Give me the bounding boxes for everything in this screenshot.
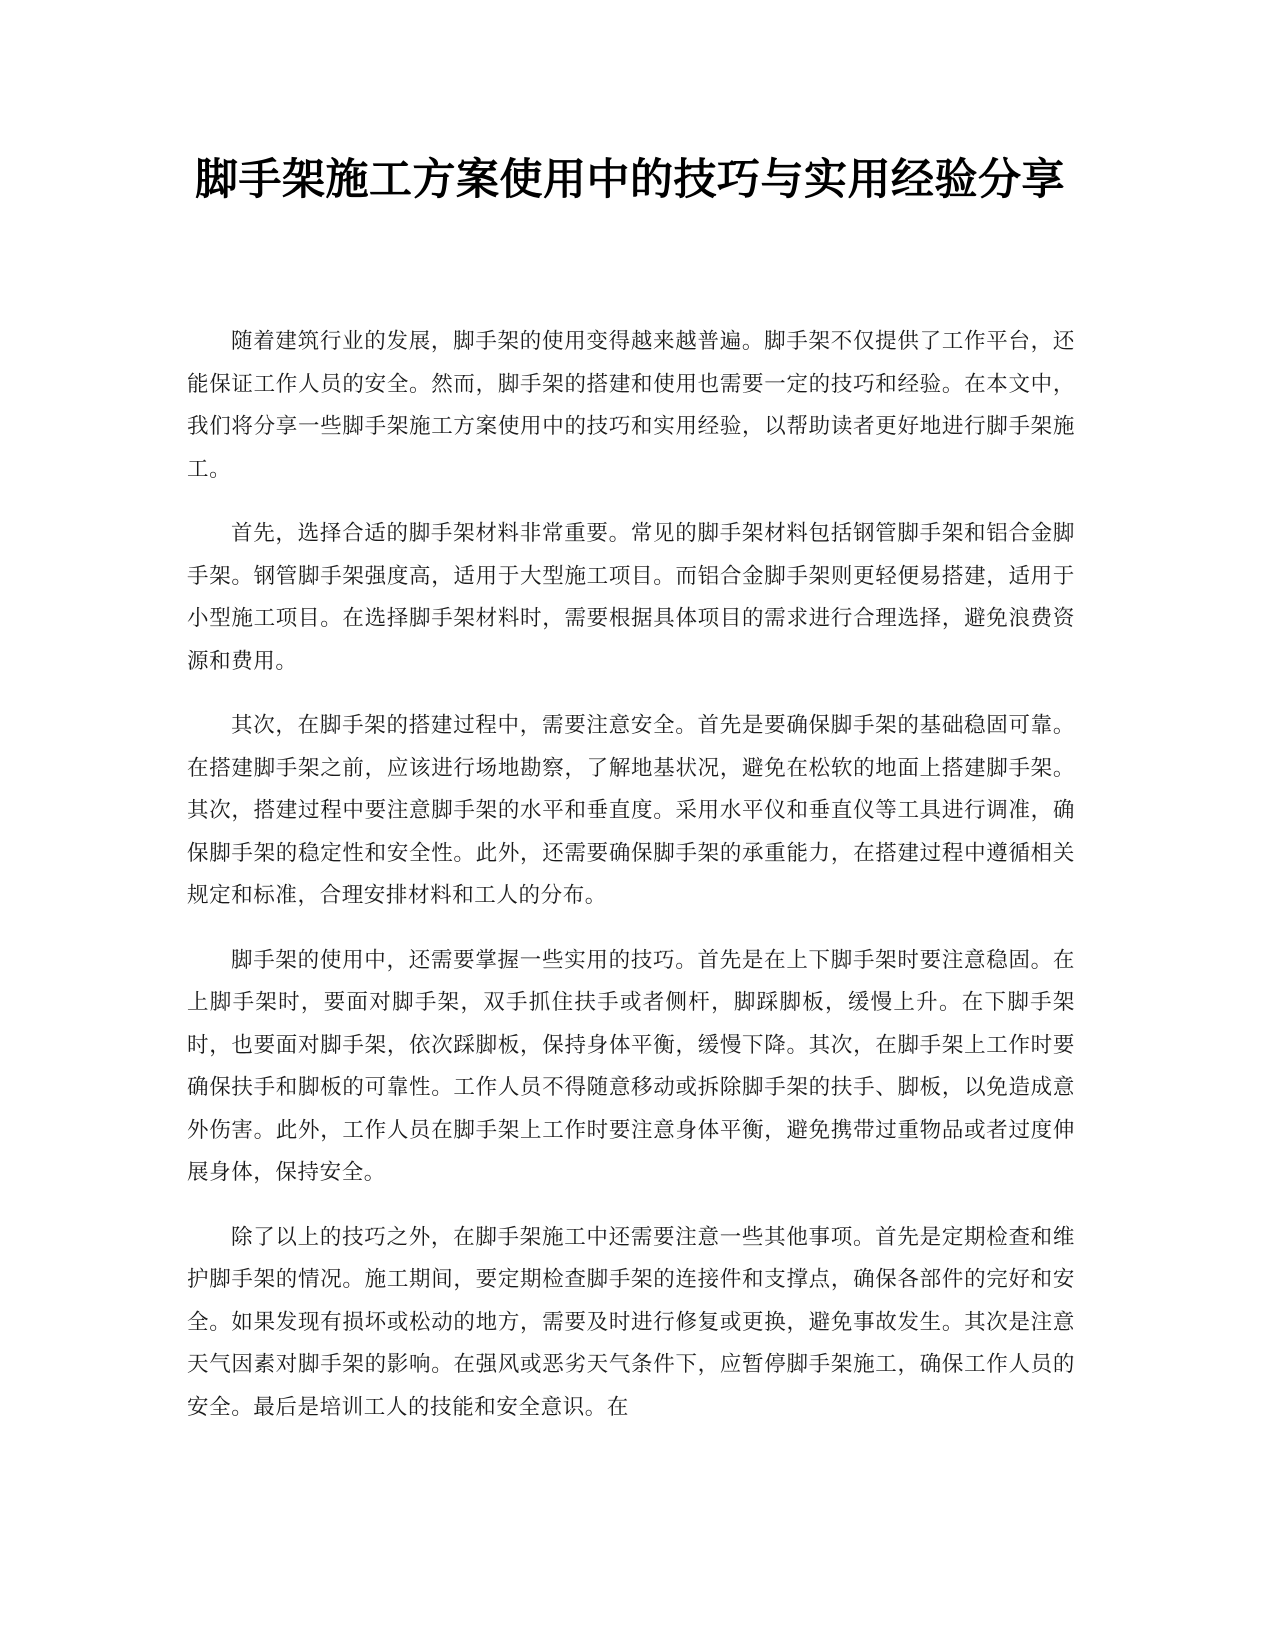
paragraph-usage-tips: 脚手架的使用中，还需要掌握一些实用的技巧。首先是在上下脚手架时要注意稳固。在上脚手架时，要面对脚手架，双手抓住扶手或者侧杆，脚踩脚板，缓慢上升。在下脚手架时，也要面对脚手架，依次踩脚板，保持身体平衡，缓慢下降。其次，在脚手架上工作时要确保扶手和脚板的可靠性。工作人员不得随意移动或拆除脚手架的扶手、脚板，以免造成意外伤害。此外，工作人员在脚手架上工作时要注意身体平衡，避免携带过重物品或者过度伸展身体，保持安全。: [187, 947, 1075, 1185]
paragraph-materials: 首先，选择合适的脚手架材料非常重要。常见的脚手架材料包括钢管脚手架和铝合金脚手架。钢管脚手架强度高，适用于大型施工项目。而铝合金脚手架则更轻便易搭建，适用于小型施工项目。在选择脚手架材料时，需要根据具体项目的需求进行合理选择，避免浪费资源和费用。: [187, 521, 1075, 674]
document-body: [187, 321, 1075, 1451]
paragraph-intro: 随着建筑行业的发展，脚手架的使用变得越来越普遍。脚手架不仅提供了工作平台，还能保证工作人员的安全。然而，脚手架的搭建和使用也需要一定的技巧和经验。在本文中，我们将分享一些脚手架施工方案使用中的技巧和实用经验，以帮助读者更好地进行脚手架施工。: [187, 329, 1075, 482]
paragraph-other-matters: 除了以上的技巧之外，在脚手架施工中还需要注意一些其他事项。首先是定期检查和维护脚手架的情况。施工期间，要定期检查脚手架的连接件和支撑点，确保各部件的完好和安全。如果发现有损坏或松动的地方，需要及时进行修复或更换，避免事故发生。其次是注意天气因素对脚手架的影响。在强风或恶劣天气条件下，应暂停脚手架施工，确保工作人员的安全。最后是培训工人的技能和安全意识。在: [187, 1224, 1075, 1420]
paragraph-safety: 其次，在脚手架的搭建过程中，需要注意安全。首先是要确保脚手架的基础稳固可靠。在搭建脚手架之前，应该进行场地勘察，了解地基状况，避免在松软的地面上搭建脚手架。其次，搭建过程中要注意脚手架的水平和垂直度。采用水平仪和垂直仪等工具进行调准，确保脚手架的稳定性和安全性。此外，还需要确保脚手架的承重能力，在搭建过程中遵循相关规定和标准，合理安排材料和工人的分布。: [187, 713, 1075, 908]
document-title: 脚手架施工方案使用中的技巧与实用经验分享: [195, 155, 1065, 205]
